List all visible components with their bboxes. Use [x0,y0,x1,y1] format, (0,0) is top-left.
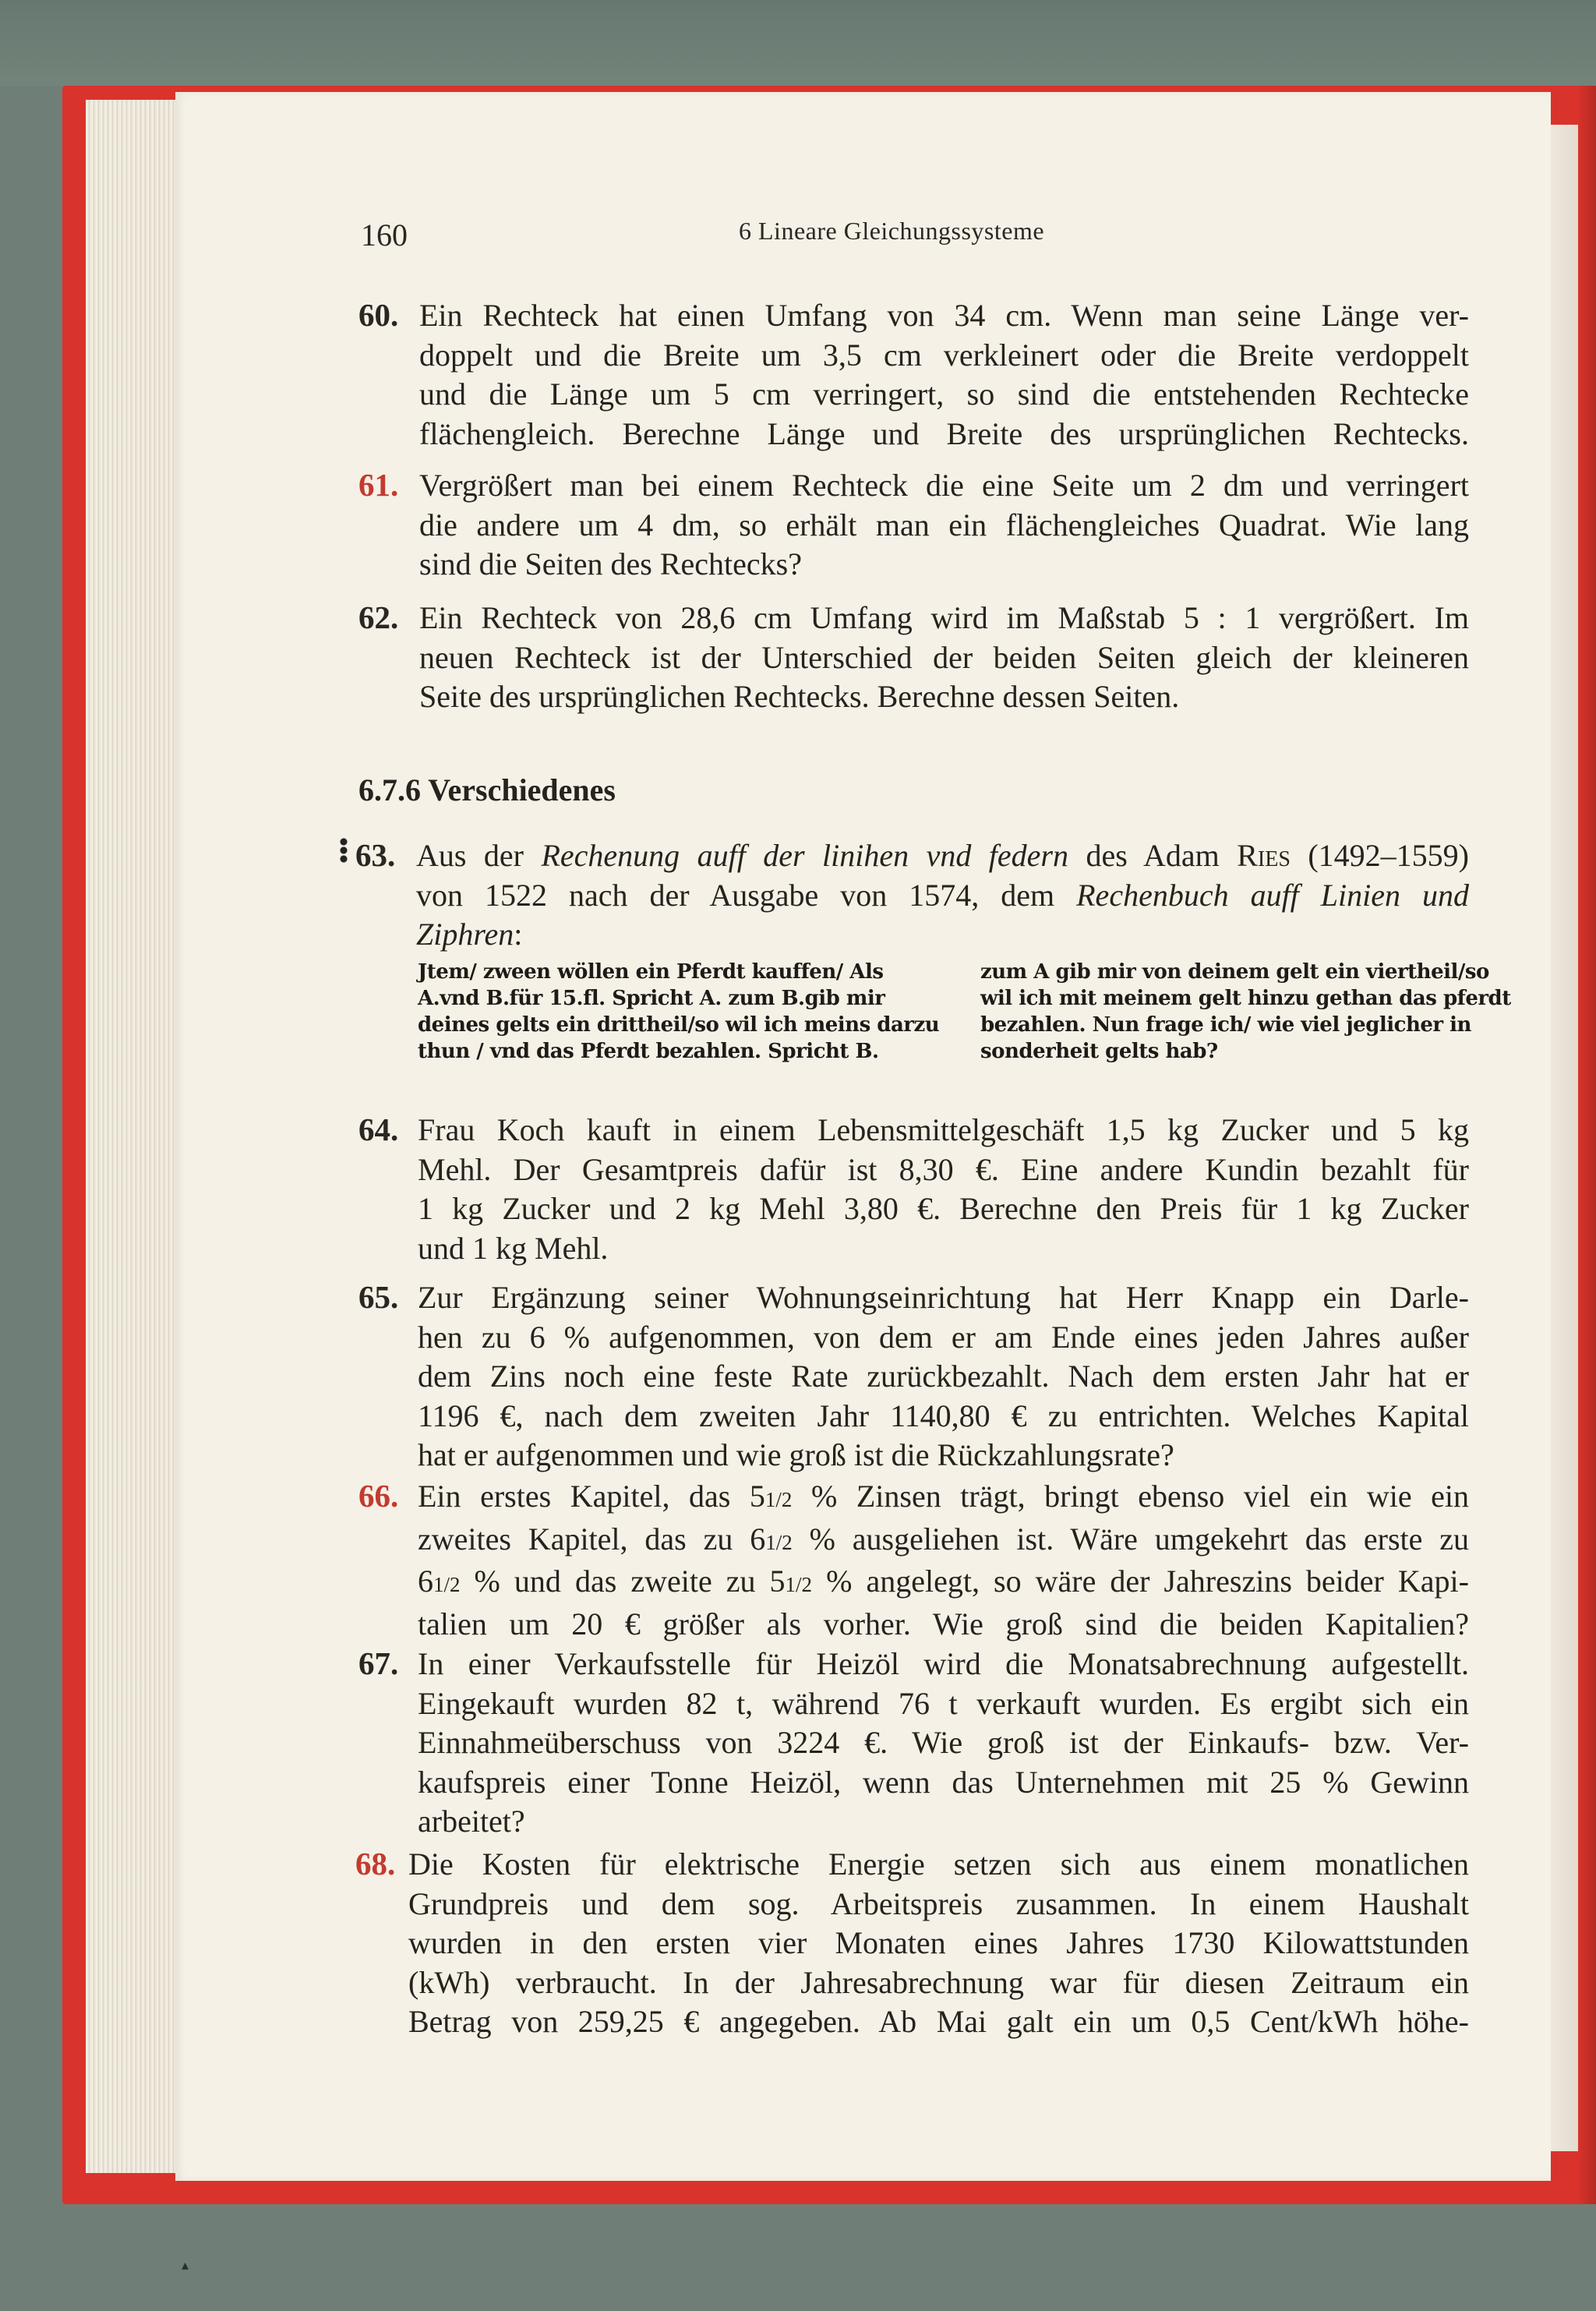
text-line: Seite des ursprünglichen Rechtecks. Berechne dessen Seiten. [419,679,1180,714]
book-title: Ziphren [416,917,514,952]
text-line [418,1562,1469,1605]
text: % ausgeliehen ist. Wäre umgekehrt das erste zu [792,1521,1469,1557]
quote-line: A.vnd B.für 15.fl. Spricht A. zum B.gib mir [418,987,885,1010]
text-line: Zur Ergänzung seiner Wohnungseinrichtung hat Herr Knapp ein Darle- [418,1280,1469,1315]
text-line: kaufspreis einer Tonne Heizöl, wenn das Unternehmen mit 25 % Gewinn [418,1764,1469,1800]
problem-68 [355,1845,1469,2042]
text-line [416,836,1469,876]
text-line: Ein Rechteck hat einen Umfang von 34 cm. Wenn man seine Länge ver- [419,298,1469,333]
fraction: 1/2 [433,1573,461,1596]
text-line: hen zu 6 % aufgenommen, von dem er am Ende eines jeden Jahres außer [418,1319,1469,1355]
problem-text [419,466,1469,585]
text-line: hat er aufgenommen und wie groß ist die Rückzahlungsrate? [418,1437,1174,1472]
text: % Zinsen trägt, bringt ebenso viel ein wie ein [792,1479,1469,1514]
problem-number: 68. [355,1846,396,1882]
text-line: arbeitet? [418,1804,525,1839]
quote-line: sonderheit gelts hab? [980,1040,1218,1063]
problem-62 [358,599,1469,717]
problem-text [418,1111,1469,1268]
text: (1492–1559) [1290,838,1469,873]
text-line: Frau Koch kauft in einem Lebensmittelgeschäft 1,5 kg Zucker und 5 kg [418,1112,1469,1147]
text-line: und die Länge um 5 cm verringert, so sind die entstehenden Rechtecke [419,376,1469,412]
historical-quote-left [418,959,955,1065]
text-line: talien um 20 € größer als vorher. Wie groß sind die beiden Kapitalien? [418,1606,1469,1641]
text-line [416,915,1469,955]
text-line: (kWh) verbraucht. In der Jahresabrechnung war für diesen Zeitraum ein [408,1964,1469,2000]
text-line: und 1 kg Mehl. [418,1230,609,1266]
text-line: Ein Rechteck von 28,6 cm Umfang wird im Maßstab 5 : 1 vergrößert. Im [419,600,1469,635]
text-line: Mehl. Der Gesamtpreis dafür ist 8,30 €. Eine andere Kundin bezahlt für [418,1151,1469,1187]
problem-text [408,1845,1469,2042]
problem-text [418,1477,1469,1644]
problem-text [419,599,1469,717]
text-line: doppelt und die Breite um 3,5 cm verkleinert oder die Breite verdoppelt [419,337,1469,373]
text-line: die andere um 4 dm, so erhält man ein flächengleiches Quadrat. Wie lang [419,507,1469,542]
problem-number: 66. [358,1478,399,1514]
quote-line: Jtem/ zween wöllen ein Pferdt kauffen/ Als [418,960,884,984]
problem-64 [358,1111,1469,1268]
text: % angelegt, so wäre der Jahreszins beider Kapi- [812,1564,1469,1599]
text-line: 1196 €, nach dem zweiten Jahr 1140,80 € zu entrichten. Welches Kapital [418,1398,1469,1433]
text-line [418,1520,1469,1563]
text-line: neuen Rechteck ist der Unterschied der beiden Seiten gleich der kleineren [419,639,1469,675]
problem-number: 60. [358,297,399,333]
difficulty-marker-icon [340,836,348,864]
text: Ein erstes Kapitel, das 5 [418,1479,765,1514]
problem-number: 63. [355,837,396,873]
text-line [416,876,1469,916]
quote-line: wil ich mit meinem gelt hinzu gethan das pferdt [980,987,1511,1010]
fraction: 1/2 [785,1573,813,1596]
problem-67 [358,1645,1469,1842]
problem-61 [358,466,1469,585]
text-line: Vergrößert man bei einem Rechteck die eine Seite um 2 dm und verringert [419,468,1469,503]
section-heading: 6.7.6 Verschiedenes [358,772,616,807]
fraction: 1/2 [765,1530,793,1554]
fraction: 1/2 [764,1488,793,1511]
text-line: In einer Verkaufsstelle für Heizöl wird die Monatsabrechnung aufgestellt. [418,1646,1469,1681]
text-line: Die Kosten für elektrische Energie setzen sich aus einem monatlichen [408,1846,1469,1882]
text-line: flächengleich. Berechne Länge und Breite des ursprünglichen Rechtecks. [419,415,1469,451]
problem-text [418,1645,1469,1842]
problem-number: 67. [358,1645,399,1681]
problem-number: 61. [358,467,399,503]
quote-line: thun / vnd das Pferdt bezahlen. Spricht B. [418,1040,879,1063]
problem-65 [358,1278,1469,1475]
text-line [418,1477,1469,1520]
problem-number: 62. [358,599,399,635]
text-line: 1 kg Zucker und 2 kg Mehl 3,80 €. Berechne den Preis für 1 kg Zucker [418,1191,1469,1226]
text: Aus der [416,838,542,873]
text: : [514,917,523,952]
page-edges [86,100,180,2173]
next-page-edge [1547,125,1578,2151]
quote-line: zum A gib mir von deinem gelt ein viertheil/so [980,960,1489,984]
problem-number: 64. [358,1111,399,1147]
background [0,0,1596,86]
text-line: Eingekauft wurden 82 t, während 76 t verkauft wurden. Es ergibt sich ein [418,1685,1469,1721]
problem-number: 65. [358,1279,399,1315]
text: zweites Kapitel, das zu 6 [418,1521,766,1557]
historical-quote-right [980,959,1511,1065]
text-line: wurden in den ersten vier Monaten eines Jahres 1730 Kilowattstunden [408,1925,1469,1960]
text-line: Grundpreis und dem sog. Arbeitspreis zusammen. In einem Haushalt [408,1885,1469,1921]
problem-text [416,836,1469,955]
spine-mark-icon: ▴ [182,2257,189,2273]
book-title: Rechenung auff der linihen vnd federn [541,838,1068,873]
text: von 1522 nach der Ausgabe von 1574, dem [416,877,1077,913]
problem-text [418,1278,1469,1475]
text: % und das zweite zu 5 [460,1564,786,1599]
running-head: 6 Lineare Gleichungssysteme [739,217,1045,245]
problem-66 [358,1477,1469,1644]
book-title: Rechenbuch auff Linien und [1076,877,1469,913]
text: 6 [418,1564,433,1599]
text-line: dem Zins noch eine feste Rate zurückbezahlt. Nach dem ersten Jahr hat er [418,1359,1469,1394]
problem-60 [358,296,1469,454]
text-line: Betrag von 259,25 € angegeben. Ab Mai galt ein um 0,5 Cent/kWh höhe- [408,2004,1469,2039]
problem-text [419,296,1469,454]
author-name: Ries [1237,838,1291,873]
problem-63 [355,836,1469,955]
text-line: Einnahmeüberschuss von 3224 €. Wie groß ist der Einkaufs- bzw. Ver- [418,1725,1469,1760]
text: des Adam [1068,838,1238,873]
page-number: 160 [361,217,408,253]
quote-line: bezahlen. Nun frage ich/ wie viel jeglicher in [980,1013,1471,1037]
quote-line: deines gelts ein drittheil/so wil ich meins darzu [418,1013,940,1037]
text-line: sind die Seiten des Rechtecks? [419,546,802,581]
